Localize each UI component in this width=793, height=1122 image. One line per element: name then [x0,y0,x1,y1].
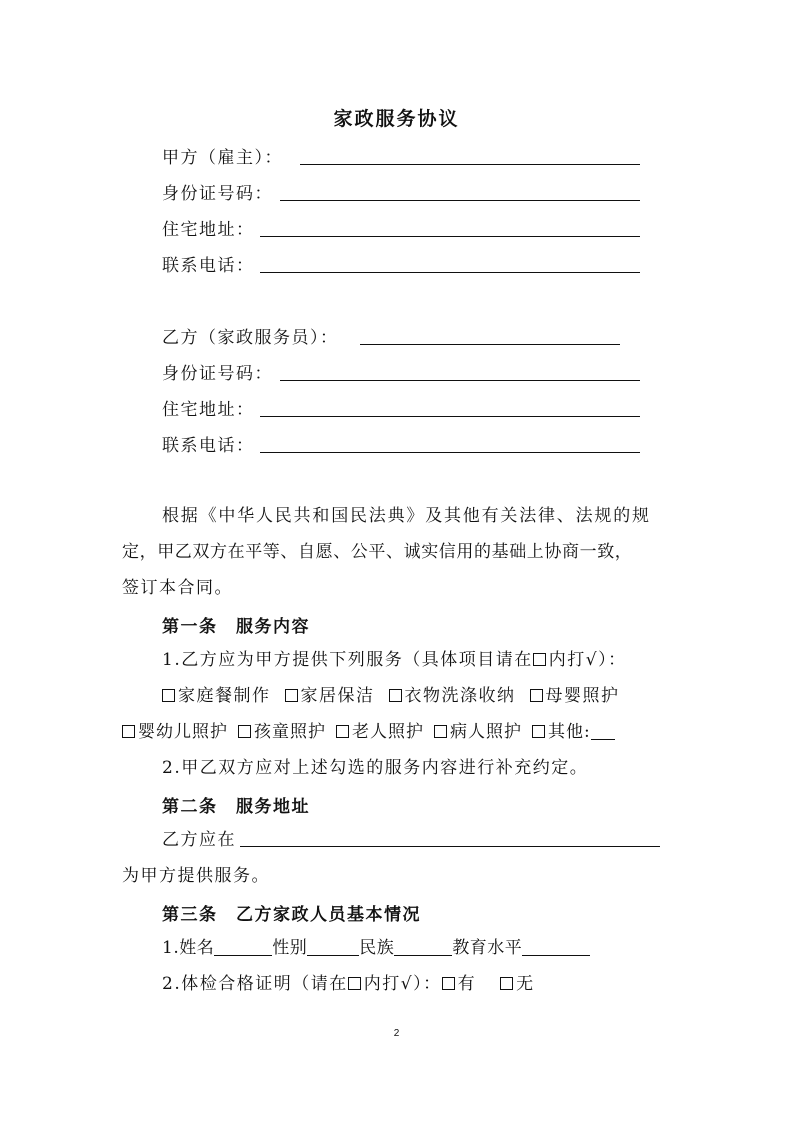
checkbox-icon[interactable] [238,725,251,738]
party-b-phone-label: 联系电话： [162,436,255,456]
health-cert-suffix: 内打√）： [363,974,442,994]
article-3-heading: 第三条 乙方家政人员基本情况 [162,905,421,925]
party-b-name-field[interactable] [360,344,620,345]
checkbox-icon[interactable] [530,689,543,702]
checkbox-icon[interactable] [442,977,455,990]
gender-field[interactable] [307,938,359,956]
article-2-heading: 第二条 服务地址 [162,797,310,817]
article-3-item-1 [162,936,590,960]
education-field[interactable] [522,938,590,956]
party-b-label: 乙方（家政服务员）： [162,328,339,348]
article-1-item-1 [162,648,627,672]
preamble-line-3: 签订本合同。 [122,578,233,598]
services-row-1 [162,684,620,708]
party-b-address-label: 住宅地址： [162,400,255,420]
checkbox-icon[interactable] [434,725,447,738]
checkbox-example-icon [348,977,361,990]
checkbox-icon[interactable] [285,689,298,702]
services-row-2 [122,720,615,744]
option-yes: 有 [457,974,477,994]
preamble-line-2: 定，甲乙双方在平等、自愿、公平、诚实信用的基础上协商一致， [122,542,633,562]
service-option[interactable]: 病人照护 [434,720,522,744]
service-option[interactable]: 衣物洗涤收纳 [389,684,516,708]
article-2-line-1: 乙方应在 [162,830,236,850]
service-option[interactable]: 家居保洁 [285,684,375,708]
article-3-item-2 [162,972,535,996]
service-option[interactable]: 家庭餐制作 [162,684,271,708]
party-b-id-field[interactable] [280,380,640,381]
party-b-phone-field[interactable] [260,452,640,453]
article-1-heading: 第一条 服务内容 [162,617,310,637]
gender-label: 性别 [272,938,308,958]
party-a-id-label: 身份证号码： [162,184,273,204]
article-1-item-1-text: 1.乙方应为甲方提供下列服务（具体项目请在 [162,650,533,670]
checkbox-example-icon [533,653,546,666]
article-2-line-2: 为甲方提供服务。 [122,866,270,886]
checkbox-icon[interactable] [336,725,349,738]
service-option-other[interactable]: 其他: [532,720,615,744]
service-option[interactable]: 老人照护 [336,720,424,744]
checkbox-icon[interactable] [500,977,513,990]
article-1-item-2: 2.甲乙双方应对上述勾选的服务内容进行补充约定。 [162,758,589,778]
party-b-id-label: 身份证号码： [162,364,273,384]
service-address-field[interactable] [240,846,660,847]
name-field[interactable] [214,938,272,956]
page-number: 2 [393,1028,400,1039]
article-1-item-1-suffix: 内打√）： [548,650,627,670]
document-title: 家政服务协议 [333,108,460,130]
checkbox-icon[interactable] [532,725,545,738]
party-a-label: 甲方（雇主）： [162,148,283,168]
party-a-name-field[interactable] [300,164,640,165]
ethnicity-field[interactable] [394,938,452,956]
service-option[interactable]: 母婴照护 [530,684,620,708]
checkbox-icon[interactable] [162,689,175,702]
party-a-id-field[interactable] [280,200,640,201]
party-a-phone-label: 联系电话： [162,256,255,276]
option-no: 无 [516,974,535,994]
checkbox-icon[interactable] [389,689,402,702]
party-b-address-field[interactable] [260,416,640,417]
name-label: 1.姓名 [162,938,215,958]
service-option[interactable]: 婴幼儿照护 [122,720,228,744]
service-option[interactable]: 孩童照护 [238,720,326,744]
party-a-address-field[interactable] [260,236,640,237]
ethnicity-label: 民族 [359,938,395,958]
party-a-phone-field[interactable] [260,272,640,273]
checkbox-icon[interactable] [122,725,135,738]
preamble-line-1: 根据《中华人民共和国民法典》及其他有关法律、法规的规 [162,506,651,526]
other-service-field[interactable] [591,722,615,740]
party-a-address-label: 住宅地址： [162,220,255,240]
education-label: 教育水平 [452,938,523,958]
health-cert-label: 2.体检合格证明（请在 [162,974,348,994]
